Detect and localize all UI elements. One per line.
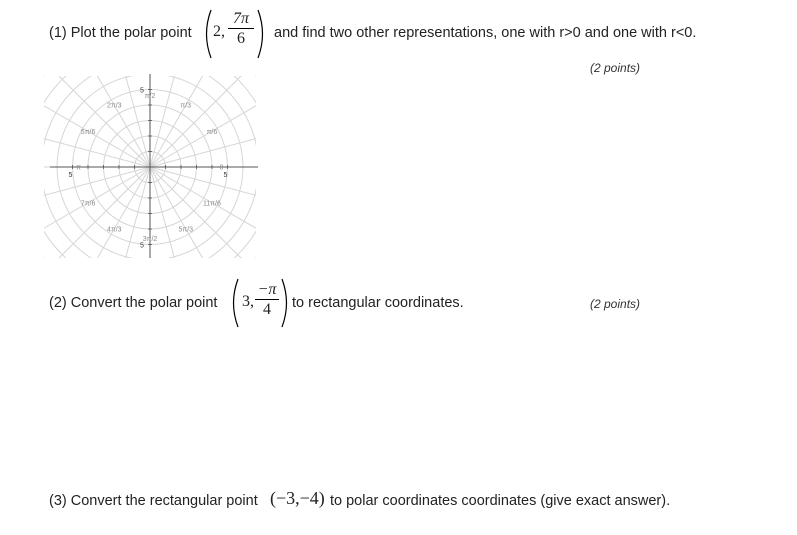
q1-points: (2 points) (590, 61, 641, 75)
q2-point-r: 3, (242, 293, 254, 310)
q1-point-r: 2, (213, 23, 225, 40)
angle-label: 4π/3 (106, 226, 122, 234)
angle-label: 0 (219, 164, 224, 172)
q3-rect-point: (−3,−4) (270, 488, 325, 508)
q2-suffix: to rectangular coordinates. (292, 295, 464, 311)
polar-grid[interactable] (40, 72, 262, 262)
right-paren (256, 8, 268, 60)
q2-fraction-denominator: 4 (263, 301, 271, 318)
q1-suffix: and find two other representations, one with r>0 and one with r<0. (274, 25, 697, 41)
q1-fraction-denominator: 6 (237, 30, 245, 47)
angle-label: π/3 (180, 102, 192, 110)
angle-label: 11π/6 (202, 200, 221, 208)
angle-label: 5π/6 (80, 128, 96, 136)
grid-spoke (40, 87, 150, 167)
grid-spoke (150, 87, 262, 167)
q1-fraction (228, 10, 254, 47)
left-paren (201, 8, 213, 60)
grid-spoke (150, 164, 262, 262)
q2-fraction-bar (255, 299, 279, 300)
q2-fraction-numerator: −π (257, 281, 277, 298)
right-paren (280, 277, 292, 329)
q3-suffix: to polar coordinates coordinates (give exact answer). (330, 493, 671, 509)
radius-label: 5 (140, 242, 144, 250)
angle-label: 7π/6 (80, 200, 96, 208)
angle-label: 5π/3 (178, 226, 194, 234)
angle-label: 3π/2 (142, 236, 158, 243)
angle-label: π/6 (206, 128, 218, 136)
left-paren (228, 277, 240, 329)
q1-prefix: (1) Plot the polar point (49, 25, 192, 41)
q2-fraction (255, 281, 279, 318)
q3-prefix: (3) Convert the rectangular point (49, 493, 258, 509)
q1-fraction-bar (228, 28, 254, 29)
q2-prefix: (2) Convert the polar point (49, 295, 218, 311)
grid-spoke (150, 72, 262, 167)
angle-label: 2π/3 (106, 102, 122, 110)
q1-fraction-numerator: 7π (232, 10, 249, 27)
angle-label: π (76, 164, 81, 172)
q2-points: (2 points) (590, 297, 641, 311)
radius-label: 5 (223, 172, 228, 179)
radius-label: 5 (140, 87, 144, 95)
radius-label: 5 (68, 172, 73, 179)
angle-label: π/2 (144, 93, 156, 100)
